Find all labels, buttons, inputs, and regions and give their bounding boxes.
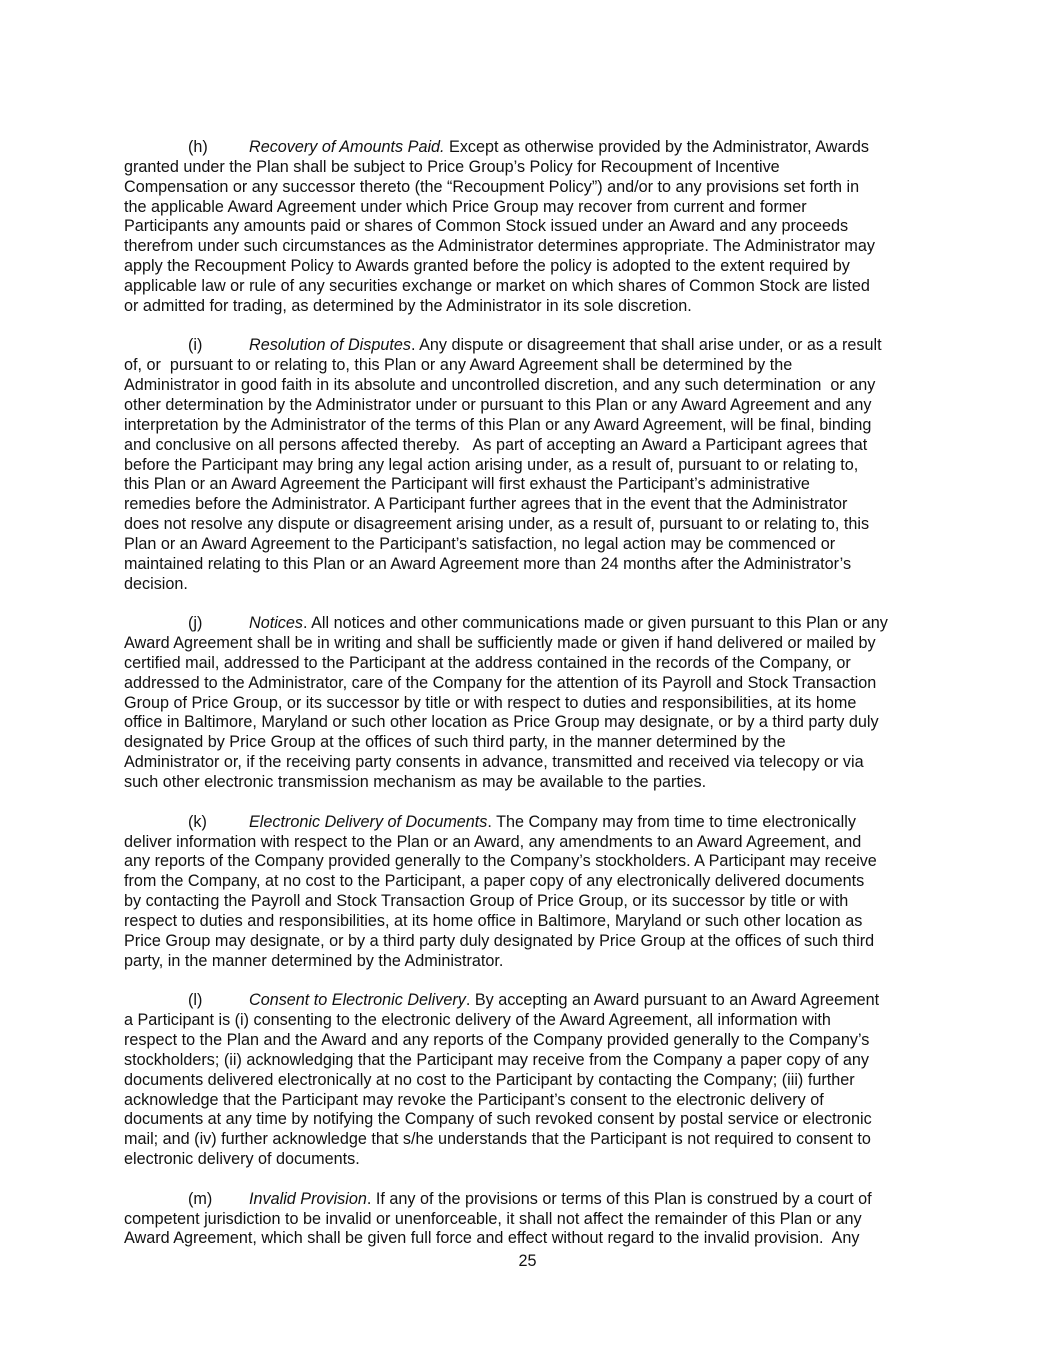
- paragraph-first-line: [124, 336, 944, 356]
- paragraph-text: Except as otherwise provided by the Administrator, Awards: [444, 138, 869, 156]
- section-title: Notices: [249, 614, 303, 633]
- paragraph-line: other determination by the Administrator under or pursuant to this Plan or any Award Agreement and any: [124, 395, 872, 414]
- paragraph-line: does not resolve any dispute or disagreement arising under, as a result of, pursuant to or relating to, this: [124, 515, 870, 534]
- paragraph-line: remedies before the Administrator. A Participant further agrees that in the event that the Administrator: [124, 495, 848, 514]
- paragraph-line: from the Company, at no cost to the Participant, a paper copy of any electronically delivered documents: [124, 872, 865, 891]
- paragraph-line: and conclusive on all persons affected thereby. As part of accepting an Award a Participant agrees that: [124, 435, 868, 454]
- paragraph-line: Plan or an Award Agreement to the Participant’s satisfaction, no legal action may be commenced or: [124, 534, 836, 553]
- section-label: (m): [188, 1189, 213, 1208]
- paragraph-line: mail; and (iv) further acknowledge that s/he understands that the Participant is not required to consent to: [124, 1130, 871, 1149]
- paragraph-line: maintained relating to this Plan or an Award Agreement more than 24 months after the Administrator’s: [124, 554, 852, 573]
- section-paragraph: [124, 138, 944, 317]
- paragraph-first-line: [124, 1190, 944, 1210]
- paragraph-line: Group of Price Group, or its successor by title or with respect to duties and responsibilities, at its home: [124, 693, 857, 712]
- paragraph-text: . By accepting an Award pursuant to an Award Agreement: [465, 991, 880, 1010]
- paragraph-line: addressed to the Administrator, care of the Company for the attention of its Payroll and Stock Transaction: [124, 673, 877, 692]
- paragraph-line: Award Agreement, which shall be given full force and effect without regard to the invalid provision. Any: [124, 1229, 860, 1248]
- paragraph-line: respect to the Plan and the Award and any reports of the Company provided generally to the Company’s: [124, 1030, 870, 1049]
- section-title: Invalid Provision: [249, 1189, 367, 1208]
- paragraph-line: designated by Price Group at the offices of such third party, in the manner determined by the: [124, 733, 786, 752]
- paragraph-line: by contacting the Payroll and Stock Transaction Group of Price Group, or its successor by title or with: [124, 892, 849, 911]
- paragraph-line: documents delivered electronically at no cost to the Participant by contacting the Company; (iii) further: [124, 1070, 855, 1089]
- paragraph-line: the applicable Award Agreement under which Price Group may recover from current and former: [124, 197, 807, 216]
- page-number: 25: [518, 1252, 537, 1270]
- section-paragraph: [124, 1190, 944, 1250]
- paragraph-line: stockholders; (ii) acknowledging that the Participant may receive from the Company a paper copy of any: [124, 1050, 869, 1069]
- section-label: (j): [188, 614, 203, 633]
- paragraph-line: this Plan or an Award Agreement the Participant will first exhaust the Participant’s administrative: [124, 475, 810, 494]
- paragraph-line: before the Participant may bring any legal action arising under, as a result of, pursuant to or relating to,: [124, 455, 859, 474]
- section-title: Consent to Electronic Delivery: [249, 991, 466, 1010]
- paragraph-first-line: [124, 991, 944, 1011]
- paragraph-line: Administrator in good faith in its absolute and uncontrolled discretion, and any such determination or any: [124, 376, 876, 395]
- paragraph-line: or admitted for trading, as determined by the Administrator in its sole discretion.: [124, 296, 692, 315]
- paragraph-line: competent jurisdiction to be invalid or unenforceable, it shall not affect the remainder of this Plan or any: [124, 1209, 862, 1228]
- paragraph-text: . Any dispute or disagreement that shall arise under, or as a result: [410, 336, 882, 355]
- paragraph-line: apply the Recoupment Policy to Awards granted before the policy is adopted to the extent required by: [124, 257, 850, 276]
- paragraph-line: acknowledge that the Participant may revoke the Participant’s consent to the electronic delivery of: [124, 1090, 824, 1109]
- paragraph-line: office in Baltimore, Maryland or such other location as Price Group may designate, or by a third party duly: [124, 713, 879, 732]
- section-paragraph: [124, 991, 944, 1170]
- section-label: (h): [188, 138, 208, 156]
- paragraph-line: Award Agreement shall be in writing and shall be sufficiently made or given if hand delivered or mailed by: [124, 634, 876, 653]
- section-title: Electronic Delivery of Documents: [249, 812, 488, 831]
- paragraph-line: any reports of the Company provided generally to the Company’s stockholders. A Participant may receive: [124, 852, 877, 871]
- section-paragraph: [124, 614, 944, 793]
- section-title: Resolution of Disputes: [249, 336, 411, 355]
- paragraph-line: Compensation or any successor thereto (the “Recoupment Policy”) and/or to any provisions set forth in: [124, 177, 860, 196]
- paragraph-line: Participants any amounts paid or shares of Common Stock issued under an Award and any proceeds: [124, 217, 849, 236]
- paragraph-line: of, or pursuant to or relating to, this Plan or any Award Agreement shall be determined by the: [124, 356, 793, 375]
- paragraph-line: electronic delivery of documents.: [124, 1150, 360, 1169]
- paragraph-line: documents at any time by notifying the Company of such revoked consent by postal service or electronic: [124, 1110, 872, 1129]
- paragraph-line: such other electronic transmission mechanism as may be available to the parties.: [124, 773, 707, 791]
- paragraph-line: interpretation by the Administrator of the terms of this Plan or any Award Agreement, will be final, binding: [124, 415, 872, 434]
- paragraph-line: decision.: [124, 574, 188, 593]
- paragraph-text: . If any of the provisions or terms of this Plan is construed by a court of: [366, 1189, 872, 1208]
- section-label: (l): [188, 991, 203, 1010]
- section-paragraph: [124, 336, 944, 594]
- section-label: (i): [188, 336, 203, 355]
- section-title: Recovery of Amounts Paid.: [249, 138, 445, 156]
- paragraph-first-line: [124, 614, 944, 634]
- paragraph-first-line: [124, 138, 944, 158]
- document-body: [124, 138, 944, 1269]
- paragraph-line: applicable law or rule of any securities exchange or market on which shares of Common Stock are listed: [124, 276, 870, 295]
- paragraph-first-line: [124, 813, 944, 833]
- paragraph-line: respect to duties and responsibilities, at its home office in Baltimore, Maryland or such other location as: [124, 911, 863, 930]
- paragraph-line: a Participant is (i) consenting to the electronic delivery of the Award Agreement, all information with: [124, 1011, 831, 1030]
- paragraph-line: certified mail, addressed to the Participant at the address contained in the records of the Company, or: [124, 653, 851, 672]
- section-label: (k): [188, 812, 207, 831]
- paragraph-line: Price Group may designate, or by a third party duly designated by Price Group at the offices of such third: [124, 931, 875, 950]
- paragraph-text: . All notices and other communications made or given pursuant to this Plan or any: [302, 614, 888, 633]
- paragraph-line: deliver information with respect to the Plan or an Award, any amendments to an Award Agreement, and: [124, 832, 862, 851]
- paragraph-line: granted under the Plan shall be subject to Price Group’s Policy for Recoupment of Incentive: [124, 157, 780, 176]
- paragraph-line: therefrom under such circumstances as the Administrator determines appropriate. The Administrator may: [124, 237, 875, 256]
- section-paragraph: [124, 813, 944, 972]
- paragraph-text: . The Company may from time to time electronically: [487, 812, 856, 831]
- paragraph-line: party, in the manner determined by the Administrator.: [124, 951, 504, 970]
- paragraph-line: Administrator or, if the receiving party consents in advance, transmitted and received via telecopy or via: [124, 753, 864, 772]
